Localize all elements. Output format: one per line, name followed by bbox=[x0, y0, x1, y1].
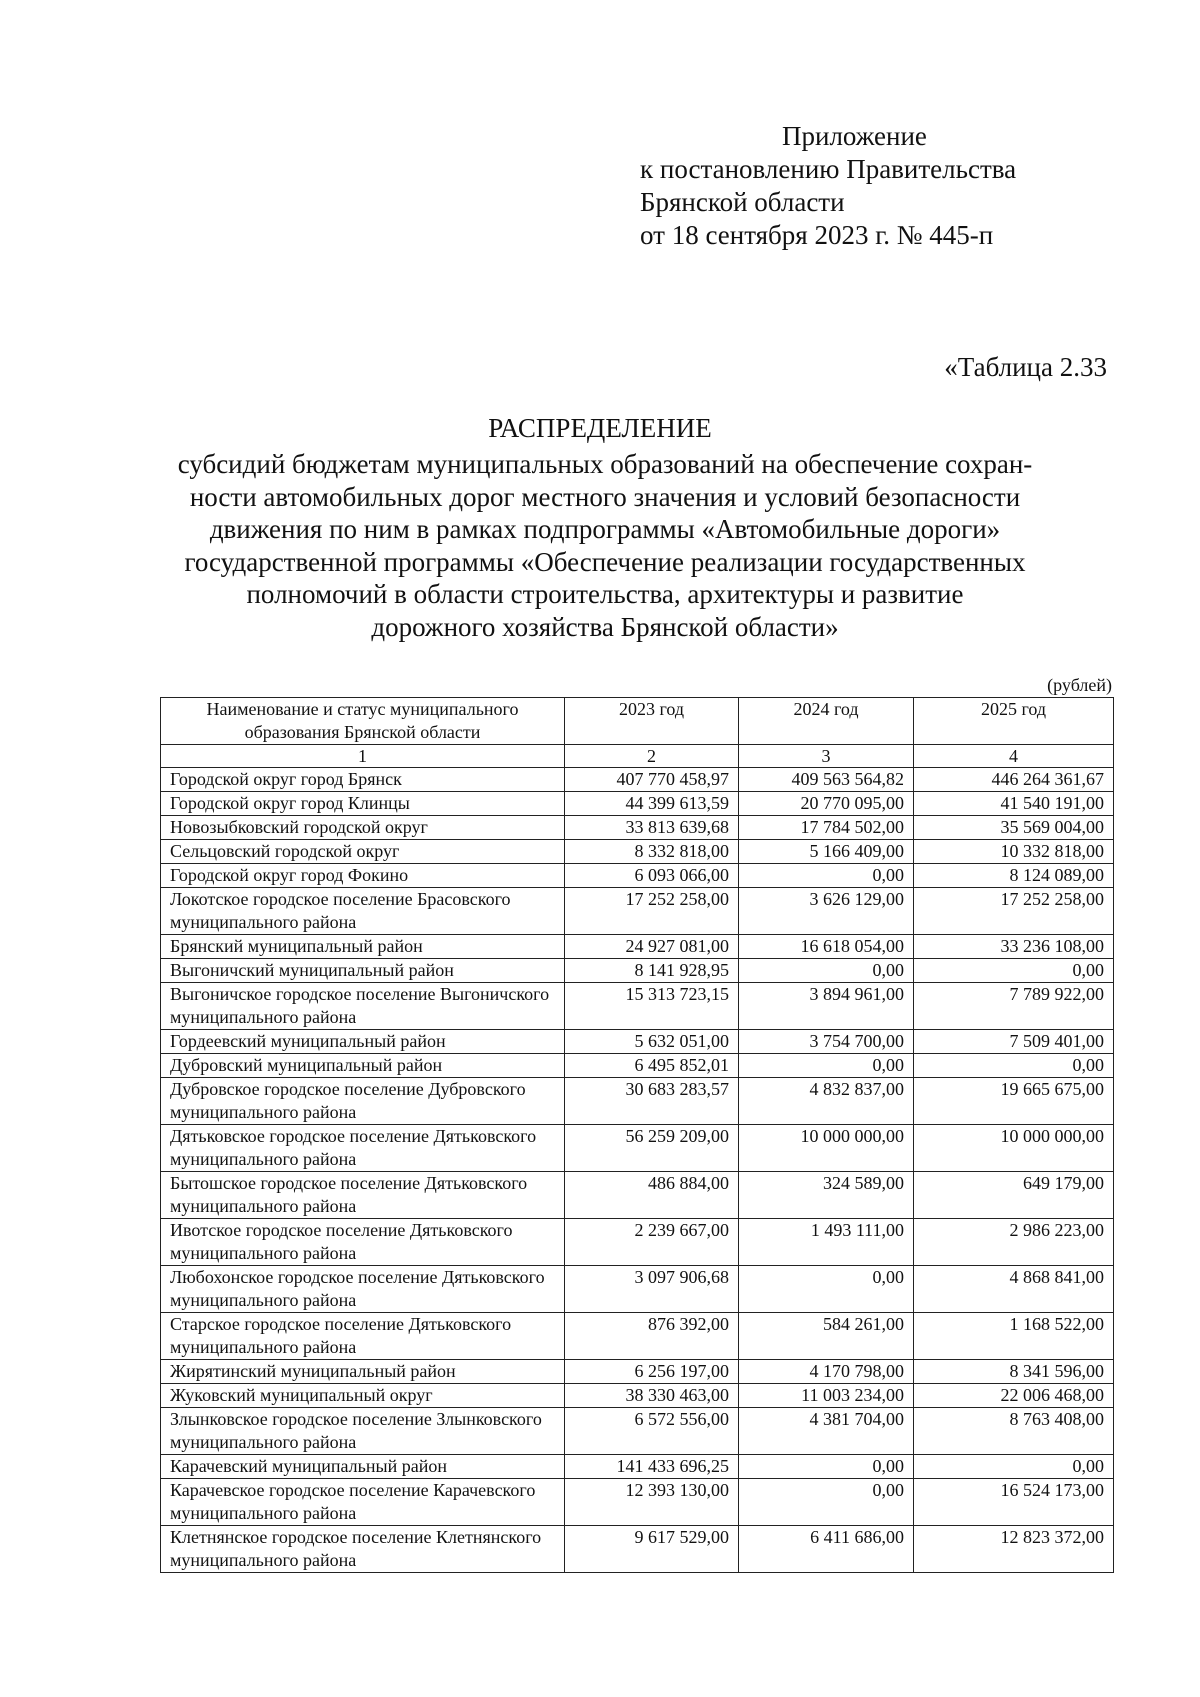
municipality-name-cell: Выгоничский муниципальный район bbox=[161, 959, 565, 983]
value-2025-cell: 19 665 675,00 bbox=[914, 1078, 1114, 1125]
value-2025-cell: 17 252 258,00 bbox=[914, 888, 1114, 935]
municipality-name-cell: Дубровский муниципальный район bbox=[161, 1054, 565, 1078]
municipality-name-cell: Локотское городское поселение Брасовского муниципального района bbox=[161, 888, 565, 935]
value-2024-cell: 5 166 409,00 bbox=[739, 840, 914, 864]
subtitle-line: ности автомобильных дорог местного значения и условий безопасности bbox=[189, 481, 1021, 512]
value-2024-cell: 1 493 111,00 bbox=[739, 1219, 914, 1266]
value-2024-cell: 0,00 bbox=[739, 1266, 914, 1313]
subtitle-line: государственной программы «Обеспечение реализации государственных bbox=[184, 546, 1026, 577]
value-2023-cell: 56 259 209,00 bbox=[565, 1125, 739, 1172]
value-2023-cell: 17 252 258,00 bbox=[565, 888, 739, 935]
value-2025-cell: 16 524 173,00 bbox=[914, 1479, 1114, 1526]
value-2023-cell: 6 572 556,00 bbox=[565, 1408, 739, 1455]
value-2025-cell: 8 124 089,00 bbox=[914, 864, 1114, 888]
table-body bbox=[161, 768, 1114, 1573]
municipality-name-cell: Клетнянское городское поселение Клетнянского муниципального района bbox=[161, 1526, 565, 1573]
units-label: (рублей) bbox=[1047, 675, 1112, 695]
municipality-name-cell: Карачевское городское поселение Карачевского муниципального района bbox=[161, 1479, 565, 1526]
table-row bbox=[161, 1408, 1114, 1455]
table-row bbox=[161, 888, 1114, 935]
header-2024: 2024 год bbox=[739, 698, 914, 745]
value-2024-cell: 11 003 234,00 bbox=[739, 1384, 914, 1408]
value-2024-cell: 4 170 798,00 bbox=[739, 1360, 914, 1384]
value-2023-cell: 38 330 463,00 bbox=[565, 1384, 739, 1408]
municipality-name-cell: Брянский муниципальный район bbox=[161, 935, 565, 959]
value-2023-cell: 3 097 906,68 bbox=[565, 1266, 739, 1313]
value-2023-cell: 5 632 051,00 bbox=[565, 1030, 739, 1054]
column-number: 2 bbox=[565, 745, 739, 768]
table-row bbox=[161, 1054, 1114, 1078]
value-2025-cell: 8 763 408,00 bbox=[914, 1408, 1114, 1455]
value-2024-cell: 16 618 054,00 bbox=[739, 935, 914, 959]
municipality-name-cell: Злынковское городское поселение Злынковского муниципального района bbox=[161, 1408, 565, 1455]
municipality-name-cell: Гордеевский муниципальный район bbox=[161, 1030, 565, 1054]
value-2024-cell: 4 381 704,00 bbox=[739, 1408, 914, 1455]
value-2024-cell: 409 563 564,82 bbox=[739, 768, 914, 792]
value-2024-cell: 3 754 700,00 bbox=[739, 1030, 914, 1054]
table-row bbox=[161, 816, 1114, 840]
subtitle-line: дорожного хозяйства Брянской области» bbox=[371, 611, 839, 642]
value-2024-cell: 3 626 129,00 bbox=[739, 888, 914, 935]
value-2025-cell: 7 509 401,00 bbox=[914, 1030, 1114, 1054]
table-row bbox=[161, 1078, 1114, 1125]
value-2023-cell: 44 399 613,59 bbox=[565, 792, 739, 816]
value-2025-cell: 8 341 596,00 bbox=[914, 1360, 1114, 1384]
municipality-name-cell: Любохонское городское поселение Дятьковского муниципального района bbox=[161, 1266, 565, 1313]
value-2023-cell: 486 884,00 bbox=[565, 1172, 739, 1219]
municipality-name-cell: Жуковский муниципальный округ bbox=[161, 1384, 565, 1408]
value-2024-cell: 20 770 095,00 bbox=[739, 792, 914, 816]
table-row bbox=[161, 1479, 1114, 1526]
value-2024-cell: 10 000 000,00 bbox=[739, 1125, 914, 1172]
value-2024-cell: 4 832 837,00 bbox=[739, 1078, 914, 1125]
subtitle-line: субсидий бюджетам муниципальных образований на обеспечение сохран- bbox=[177, 449, 1033, 479]
value-2023-cell: 33 813 639,68 bbox=[565, 816, 739, 840]
column-number-row bbox=[161, 745, 1114, 768]
value-2023-cell: 141 433 696,25 bbox=[565, 1455, 739, 1479]
municipality-name-cell: Городской округ город Клинцы bbox=[161, 792, 565, 816]
value-2025-cell: 35 569 004,00 bbox=[914, 816, 1114, 840]
value-2024-cell: 3 894 961,00 bbox=[739, 983, 914, 1030]
table-row bbox=[161, 864, 1114, 888]
value-2024-cell: 0,00 bbox=[739, 959, 914, 983]
table-row bbox=[161, 1219, 1114, 1266]
table-row bbox=[161, 1172, 1114, 1219]
table-row bbox=[161, 1030, 1114, 1054]
value-2023-cell: 6 093 066,00 bbox=[565, 864, 739, 888]
value-2025-cell: 1 168 522,00 bbox=[914, 1313, 1114, 1360]
municipality-name-cell: Бытошское городское поселение Дятьковского муниципального района bbox=[161, 1172, 565, 1219]
document-subtitle bbox=[170, 448, 1040, 643]
table-row bbox=[161, 1360, 1114, 1384]
table-reference: «Таблица 2.33 bbox=[944, 352, 1107, 382]
table-row bbox=[161, 1125, 1114, 1172]
value-2025-cell: 10 332 818,00 bbox=[914, 840, 1114, 864]
table-row bbox=[161, 1266, 1114, 1313]
table-row bbox=[161, 983, 1114, 1030]
municipality-name-cell: Выгоничское городское поселение Выгоничского муниципального района bbox=[161, 983, 565, 1030]
distribution-table bbox=[160, 697, 1114, 1573]
value-2024-cell: 324 589,00 bbox=[739, 1172, 914, 1219]
value-2025-cell: 7 789 922,00 bbox=[914, 983, 1114, 1030]
value-2024-cell: 0,00 bbox=[739, 1479, 914, 1526]
value-2025-cell: 0,00 bbox=[914, 959, 1114, 983]
value-2025-cell: 10 000 000,00 bbox=[914, 1125, 1114, 1172]
value-2024-cell: 6 411 686,00 bbox=[739, 1526, 914, 1573]
municipality-name-cell: Старское городское поселение Дятьковского муниципального района bbox=[161, 1313, 565, 1360]
table-row bbox=[161, 768, 1114, 792]
table-row bbox=[161, 792, 1114, 816]
value-2024-cell: 0,00 bbox=[739, 1455, 914, 1479]
value-2023-cell: 407 770 458,97 bbox=[565, 768, 739, 792]
value-2024-cell: 0,00 bbox=[739, 1054, 914, 1078]
table-row bbox=[161, 959, 1114, 983]
value-2023-cell: 12 393 130,00 bbox=[565, 1479, 739, 1526]
municipality-name-cell: Жирятинский муниципальный район bbox=[161, 1360, 565, 1384]
value-2024-cell: 0,00 bbox=[739, 864, 914, 888]
value-2023-cell: 6 495 852,01 bbox=[565, 1054, 739, 1078]
column-number: 3 bbox=[739, 745, 914, 768]
table-row bbox=[161, 1455, 1114, 1479]
column-number: 4 bbox=[914, 745, 1114, 768]
column-number: 1 bbox=[161, 745, 565, 768]
municipality-name-cell: Дятьковское городское поселение Дятьковского муниципального района bbox=[161, 1125, 565, 1172]
table-row bbox=[161, 1526, 1114, 1573]
value-2024-cell: 584 261,00 bbox=[739, 1313, 914, 1360]
header-2023: 2023 год bbox=[565, 698, 739, 745]
table-header-row bbox=[161, 698, 1114, 745]
value-2025-cell: 0,00 bbox=[914, 1054, 1114, 1078]
municipality-name-cell: Новозыбковский городской округ bbox=[161, 816, 565, 840]
value-2025-cell: 649 179,00 bbox=[914, 1172, 1114, 1219]
value-2024-cell: 17 784 502,00 bbox=[739, 816, 914, 840]
table-row bbox=[161, 1313, 1114, 1360]
value-2025-cell: 22 006 468,00 bbox=[914, 1384, 1114, 1408]
value-2023-cell: 6 256 197,00 bbox=[565, 1360, 739, 1384]
municipality-name-cell: Ивотское городское поселение Дятьковского муниципального района bbox=[161, 1219, 565, 1266]
value-2023-cell: 9 617 529,00 bbox=[565, 1526, 739, 1573]
value-2023-cell: 8 141 928,95 bbox=[565, 959, 739, 983]
header-2025: 2025 год bbox=[914, 698, 1114, 745]
value-2023-cell: 8 332 818,00 bbox=[565, 840, 739, 864]
municipality-name-cell: Городской округ город Фокино bbox=[161, 864, 565, 888]
value-2023-cell: 24 927 081,00 bbox=[565, 935, 739, 959]
value-2023-cell: 30 683 283,57 bbox=[565, 1078, 739, 1125]
value-2025-cell: 446 264 361,67 bbox=[914, 768, 1114, 792]
value-2023-cell: 2 239 667,00 bbox=[565, 1219, 739, 1266]
appendix-region: Брянской области bbox=[640, 187, 845, 217]
appendix-date-number: от 18 сентября 2023 г. № 445-п bbox=[640, 220, 994, 250]
appendix-resolution: к постановлению Правительства bbox=[640, 154, 1017, 184]
appendix-title: Приложение bbox=[782, 121, 927, 151]
header-name: Наименование и статус муниципального образования Брянской области bbox=[161, 698, 565, 745]
municipality-name-cell: Карачевский муниципальный район bbox=[161, 1455, 565, 1479]
table-row bbox=[161, 1384, 1114, 1408]
table-row bbox=[161, 840, 1114, 864]
value-2023-cell: 15 313 723,15 bbox=[565, 983, 739, 1030]
municipality-name-cell: Сельцовский городской округ bbox=[161, 840, 565, 864]
value-2025-cell: 2 986 223,00 bbox=[914, 1219, 1114, 1266]
municipality-name-cell: Дубровское городское поселение Дубровского муниципального района bbox=[161, 1078, 565, 1125]
municipality-name-cell: Городской округ город Брянск bbox=[161, 768, 565, 792]
value-2025-cell: 41 540 191,00 bbox=[914, 792, 1114, 816]
value-2025-cell: 4 868 841,00 bbox=[914, 1266, 1114, 1313]
value-2023-cell: 876 392,00 bbox=[565, 1313, 739, 1360]
appendix-block bbox=[640, 120, 1016, 252]
value-2025-cell: 0,00 bbox=[914, 1455, 1114, 1479]
subtitle-line: полномочий в области строительства, архитектуры и развитие bbox=[246, 579, 964, 609]
value-2025-cell: 33 236 108,00 bbox=[914, 935, 1114, 959]
subtitle-line: движения по ним в рамках подпрограммы «Автомобильные дороги» bbox=[209, 514, 1001, 544]
value-2025-cell: 12 823 372,00 bbox=[914, 1526, 1114, 1573]
table-row bbox=[161, 935, 1114, 959]
document-title: РАСПРЕДЕЛЕНИЕ bbox=[488, 413, 712, 443]
